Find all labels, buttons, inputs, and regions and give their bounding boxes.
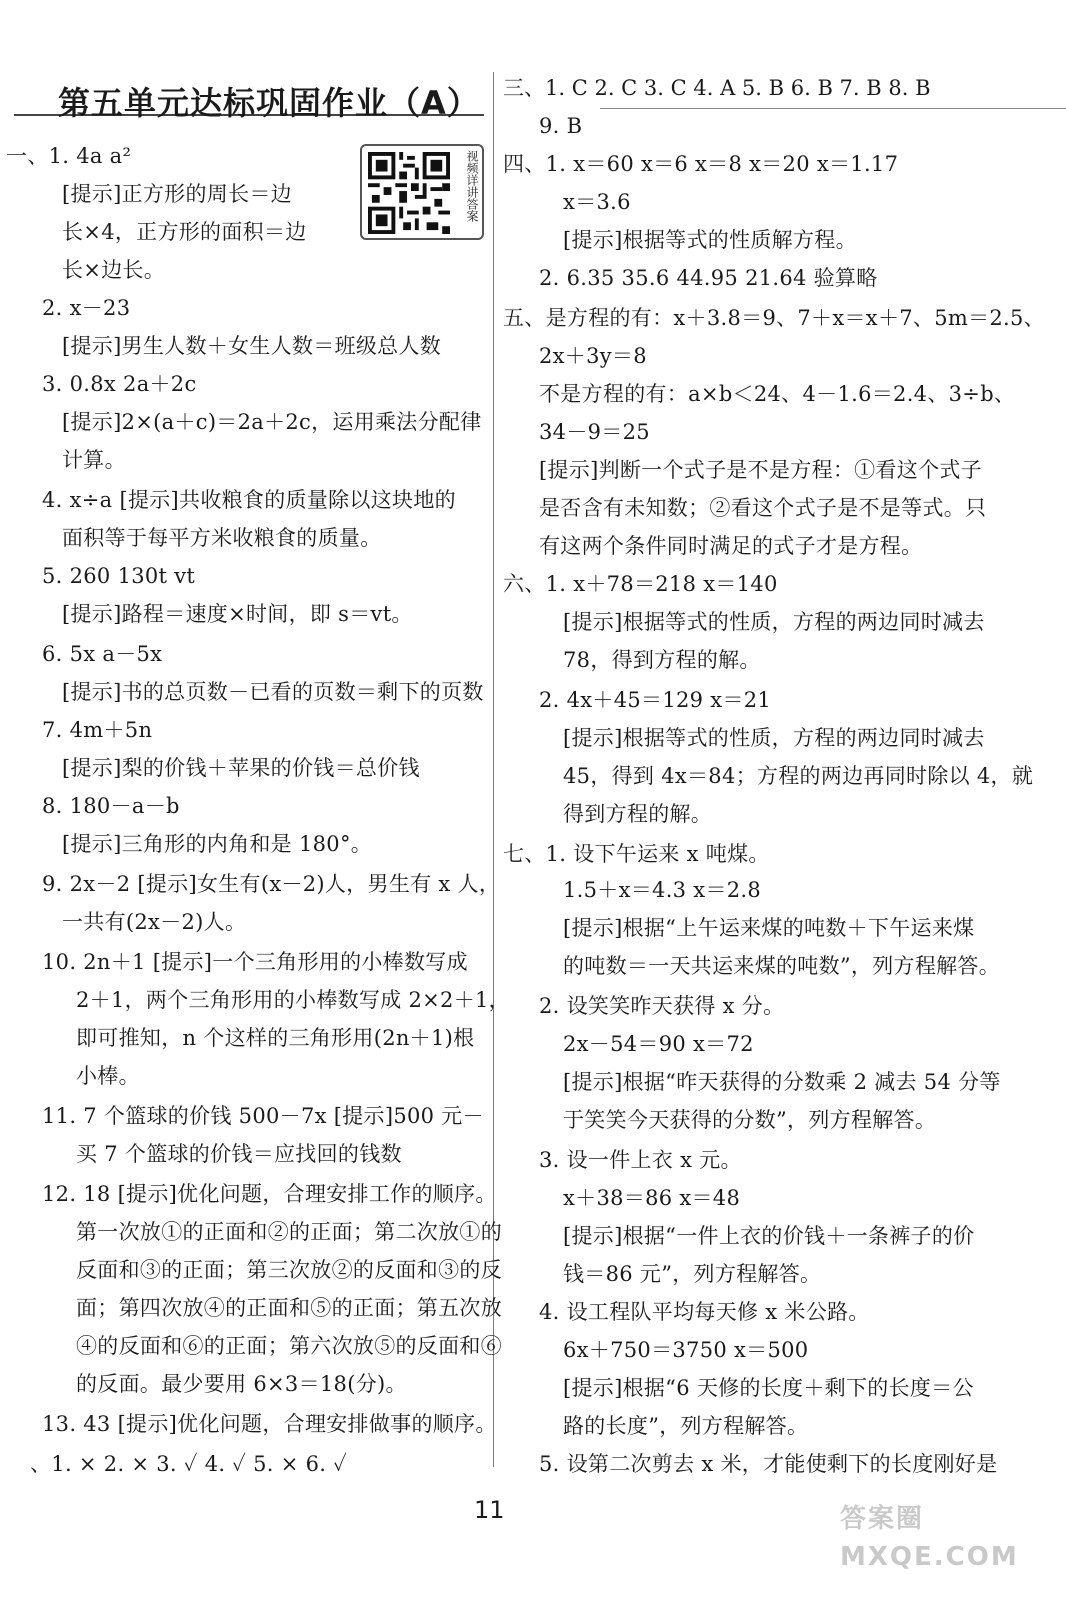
list-item: x＋38＝86 x＝48 — [563, 1186, 741, 1210]
list-item: 4. 设工程队平均每天修 x 米公路。 — [539, 1300, 870, 1324]
list-item: 11. 7 个篮球的价钱 500－7x [提示]500 元－ — [42, 1104, 484, 1128]
list-item: 五、是方程的有：x＋3.8＝9、7＋x＝x＋7、5m＝2.5、 — [503, 306, 1045, 330]
list-item: 即可推知，n 个这样的三角形用(2n＋1)根 — [76, 1026, 475, 1050]
list-item: 一共有(2x－2)人。 — [62, 910, 247, 934]
list-item: [提示]根据“6 天修的长度＋剩下的长度＝公 — [563, 1376, 974, 1400]
list-item: [提示]书的总页数－已看的页数＝剩下的页数 — [62, 680, 484, 704]
list-item: [提示]根据“一件上衣的价钱＋一条裤子的价 — [563, 1224, 975, 1248]
list-item: 2. 6.35 35.6 44.95 21.64 验算略 — [539, 266, 878, 290]
list-item: [提示]根据“昨天获得的分数乘 2 减去 54 分等 — [563, 1070, 1001, 1094]
list-item: [提示]路程＝速度×时间，即 s＝vt。 — [62, 602, 413, 626]
page-title: 第五单元达标巩固作业（A） — [58, 84, 480, 122]
list-item: 12. 18 [提示]优化问题，合理安排工作的顺序。 — [42, 1182, 497, 1206]
list-item: 8. 180－a－b — [42, 794, 180, 818]
list-item: 的反面。最少要用 6×3＝18(分)。 — [76, 1372, 407, 1396]
list-item: 计算。 — [62, 448, 126, 472]
list-item: 10. 2n＋1 [提示]一个三角形用的小棒数写成 — [42, 950, 468, 974]
list-item: 34－9＝25 — [539, 420, 650, 444]
list-item: [提示]根据“上午运来煤的吨数＋下午运来煤 — [563, 916, 975, 940]
list-item: 2＋1，两个三角形用的小棒数写成 2×2＋1， — [76, 988, 510, 1012]
list-item: 有这两个条件同时满足的式子才是方程。 — [539, 534, 923, 558]
list-item: 、1. × 2. × 3. ✓ 4. ✓ 5. × 6. ✓ — [30, 1452, 348, 1476]
list-item: ④的反面和⑥的正面；第六次放⑤的反面和⑥ — [76, 1334, 502, 1358]
list-item: 不是方程的有：a×b＜24、4－1.6＝2.4、3÷b、 — [539, 382, 1016, 406]
list-item: 面积等于每平方米收粮食的质量。 — [62, 526, 382, 550]
qr-caption: 视频详讲答案 — [465, 150, 479, 222]
list-item: [提示]正方形的周长＝边 — [62, 182, 292, 206]
list-item: [提示]男生人数＋女生人数＝班级总人数 — [62, 334, 442, 358]
watermark-logo-text: 答案圈 — [840, 1504, 925, 1534]
list-item: 4. x÷a [提示]共收粮食的质量除以这块地的 — [42, 488, 456, 512]
watermark-url: MXQE.COM — [840, 1542, 1019, 1572]
list-item: 四、1. x＝60 x＝6 x＝8 x＝20 x＝1.17 — [503, 152, 899, 176]
list-item: 9. B — [539, 114, 583, 138]
qr-code-box[interactable] — [360, 144, 484, 240]
list-item: 2. 设笑笑昨天获得 x 分。 — [539, 994, 785, 1018]
list-item: 45，得到 4x＝84；方程的两边再同时除以 4，就 — [563, 764, 1034, 788]
list-item: 长×边长。 — [62, 258, 166, 282]
list-item: x＝3.6 — [563, 190, 631, 214]
list-item: [提示]判断一个式子是不是方程：①看这个式子 — [539, 458, 982, 482]
list-item: [提示]根据等式的性质，方程的两边同时减去 — [563, 726, 985, 750]
list-item: 反面和③的正面；第三次放②的反面和③的反 — [76, 1258, 502, 1282]
list-item: 买 7 个篮球的价钱＝应找回的钱数 — [76, 1142, 402, 1166]
list-item: [提示]梨的价钱＋苹果的价钱＝总价钱 — [62, 756, 420, 780]
list-item: [提示]根据等式的性质解方程。 — [563, 228, 857, 252]
list-item: 是否含有未知数；②看这个式子是不是等式。只 — [539, 496, 987, 520]
page-number: 11 — [474, 1496, 505, 1524]
qr-code-icon — [368, 152, 450, 234]
watermark — [840, 1500, 1019, 1576]
list-item: 2x－54＝90 x＝72 — [563, 1032, 754, 1056]
list-item: 6. 5x a－5x — [42, 642, 163, 666]
header-rule-right — [600, 108, 1066, 109]
list-item: 6x＋750＝3750 x＝500 — [563, 1338, 809, 1362]
list-item: 7. 4m＋5n — [42, 718, 153, 742]
list-item: 5. 设第二次剪去 x 米，才能使剩下的长度刚好是 — [539, 1452, 998, 1476]
list-item: 2. x－23 — [42, 296, 131, 320]
list-item: 七、1. 设下午运来 x 吨煤。 — [503, 842, 770, 866]
list-item: 9. 2x－2 [提示]女生有(x－2)人，男生有 x 人， — [42, 872, 501, 896]
list-item: 第一次放①的正面和②的正面；第二次放①的 — [76, 1220, 502, 1244]
list-item: 于笑笑今天获得的分数”，列方程解答。 — [563, 1108, 937, 1132]
list-item: [提示]2×(a＋c)＝2a＋2c，运用乘法分配律 — [62, 410, 482, 434]
choice-answers: 三、1. C 2. C 3. C 4. A 5. B 6. B 7. B 8. B — [503, 76, 931, 100]
list-item: 2. 4x＋45＝129 x＝21 — [539, 688, 772, 712]
list-item: 13. 43 [提示]优化问题，合理安排做事的顺序。 — [42, 1412, 497, 1436]
list-item: 小棒。 — [76, 1064, 140, 1088]
list-item: 面；第四次放④的正面和⑤的正面；第五次放 — [76, 1296, 502, 1320]
list-item: 得到方程的解。 — [563, 802, 713, 826]
list-item: [提示]三角形的内角和是 180°。 — [62, 832, 373, 856]
list-item: 一、1. 4a a² — [6, 144, 132, 168]
list-item: 78，得到方程的解。 — [563, 648, 761, 672]
list-item: 5. 260 130t vt — [42, 564, 196, 588]
list-item: 六、1. x＋78＝218 x＝140 — [503, 572, 778, 596]
list-item: 2x＋3y＝8 — [539, 344, 647, 368]
list-item: 长×4，正方形的面积＝边 — [62, 220, 307, 244]
list-item: 1.5＋x＝4.3 x＝2.8 — [563, 878, 762, 902]
list-item: 3. 0.8x 2a＋2c — [42, 372, 197, 396]
list-item: 路的长度”，列方程解答。 — [563, 1414, 809, 1438]
list-item: 3. 设一件上衣 x 元。 — [539, 1148, 742, 1172]
list-item: 的吨数＝一天共运来煤的吨数”，列方程解答。 — [563, 954, 1001, 978]
list-item: [提示]根据等式的性质，方程的两边同时减去 — [563, 610, 985, 634]
list-item: 钱＝86 元”，列方程解答。 — [563, 1262, 822, 1286]
